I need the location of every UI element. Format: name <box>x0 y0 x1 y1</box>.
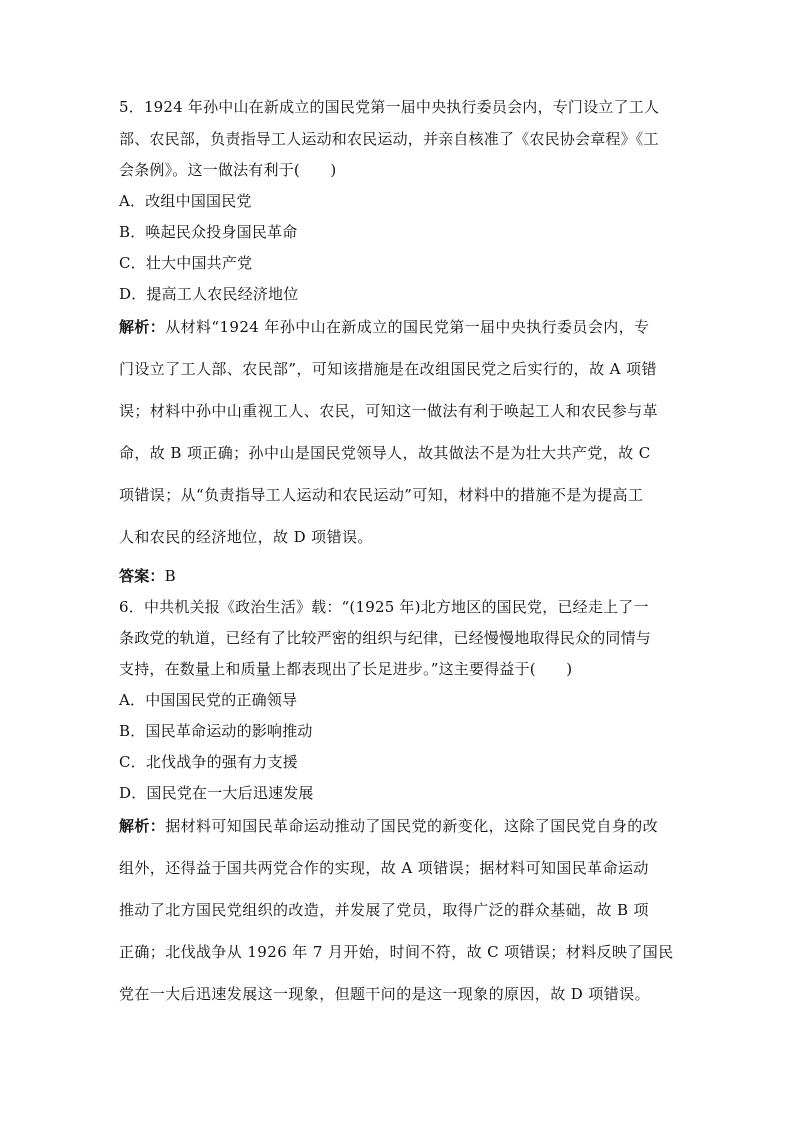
analysis-line: 正确；北伐战争从 1926 年 7 月开始，时间不符，故 C 项错误；材料反映了国民 <box>119 943 674 961</box>
analysis-label: 解析： <box>119 318 166 336</box>
option-a: A．中国国民党的正确领导 <box>119 691 298 709</box>
analysis-text: 从材料“1924 年孙中山在新成立的国民党第一届中央执行委员会内，专 <box>165 318 650 336</box>
question-stem-line: 6．中共机关报《政治生活》载：“(1925 年)北方地区的国民党，已经走上了一 <box>119 598 649 616</box>
analysis-line: 党在一大后迅速发展这一现象，但题干问的是这一现象的原因，故 D 项错误。 <box>119 985 650 1003</box>
option-b: B．唤起民众投身国民革命 <box>119 223 298 241</box>
question-stem-line: 条政党的轨道，已经有了比较严密的组织与纪律，已经慢慢地取得民众的同情与 <box>119 629 652 647</box>
question-stem-line: 5．1924 年孙中山在新成立的国民党第一届中央执行委员会内，专门设立了工人 <box>119 98 660 116</box>
analysis-line: 组外，还得益于国共两党合作的实现，故 A 项错误；据材料可知国民革命运动 <box>119 859 649 877</box>
answer-label: 答案： <box>119 567 165 585</box>
question-stem-line: 支持，在数量上和质量上都表现出了长足进步。”这主要得益于( ) <box>119 660 573 678</box>
analysis-line: 项错误；从“负责指导工人运动和农民运动”可知，材料中的措施不是为提高工 <box>119 486 644 504</box>
analysis-line: 人和农民的经济地位，故 D 项错误。 <box>119 528 373 546</box>
option-c: C．壮大中国共产党 <box>119 254 253 272</box>
analysis-line: 误；材料中孙中山重视工人、农民，可知这一做法有利于唤起工人和农民参与革 <box>119 402 659 420</box>
answer-line <box>119 566 679 586</box>
option-d: D．提高工人农民经济地位 <box>119 285 299 303</box>
analysis-label: 解析： <box>119 817 166 835</box>
analysis-line: 命，故 B 项正确；孙中山是国民党领导人，故其做法不是为壮大共产党，故 C <box>119 444 651 462</box>
analysis-first-line <box>119 816 679 836</box>
option-a: A．改组中国国民党 <box>119 192 252 210</box>
option-d: D．国民党在一大后迅速发展 <box>119 784 314 802</box>
answer-value: B <box>164 567 176 585</box>
option-b: B．国民革命运动的影响推动 <box>119 722 313 740</box>
option-c: C．北伐战争的强有力支援 <box>119 753 298 771</box>
analysis-line: 门设立了工人部、农民部”，可知该措施是在改组国民党之后实行的，故 A 项错 <box>119 360 657 378</box>
question-stem-line: 会条例》。这一做法有利于( ) <box>119 161 337 179</box>
analysis-text: 据材料可知国民革命运动推动了国民党的新变化，这除了国民党自身的改 <box>165 817 659 835</box>
analysis-first-line <box>119 317 679 337</box>
question-stem-line: 部、农民部，负责指导工人运动和农民运动，并亲自核准了《农民协会章程》《工 <box>119 130 659 148</box>
analysis-line: 推动了北方国民党组织的改造，并发展了党员，取得广泛的群众基础，故 B 项 <box>119 901 649 919</box>
